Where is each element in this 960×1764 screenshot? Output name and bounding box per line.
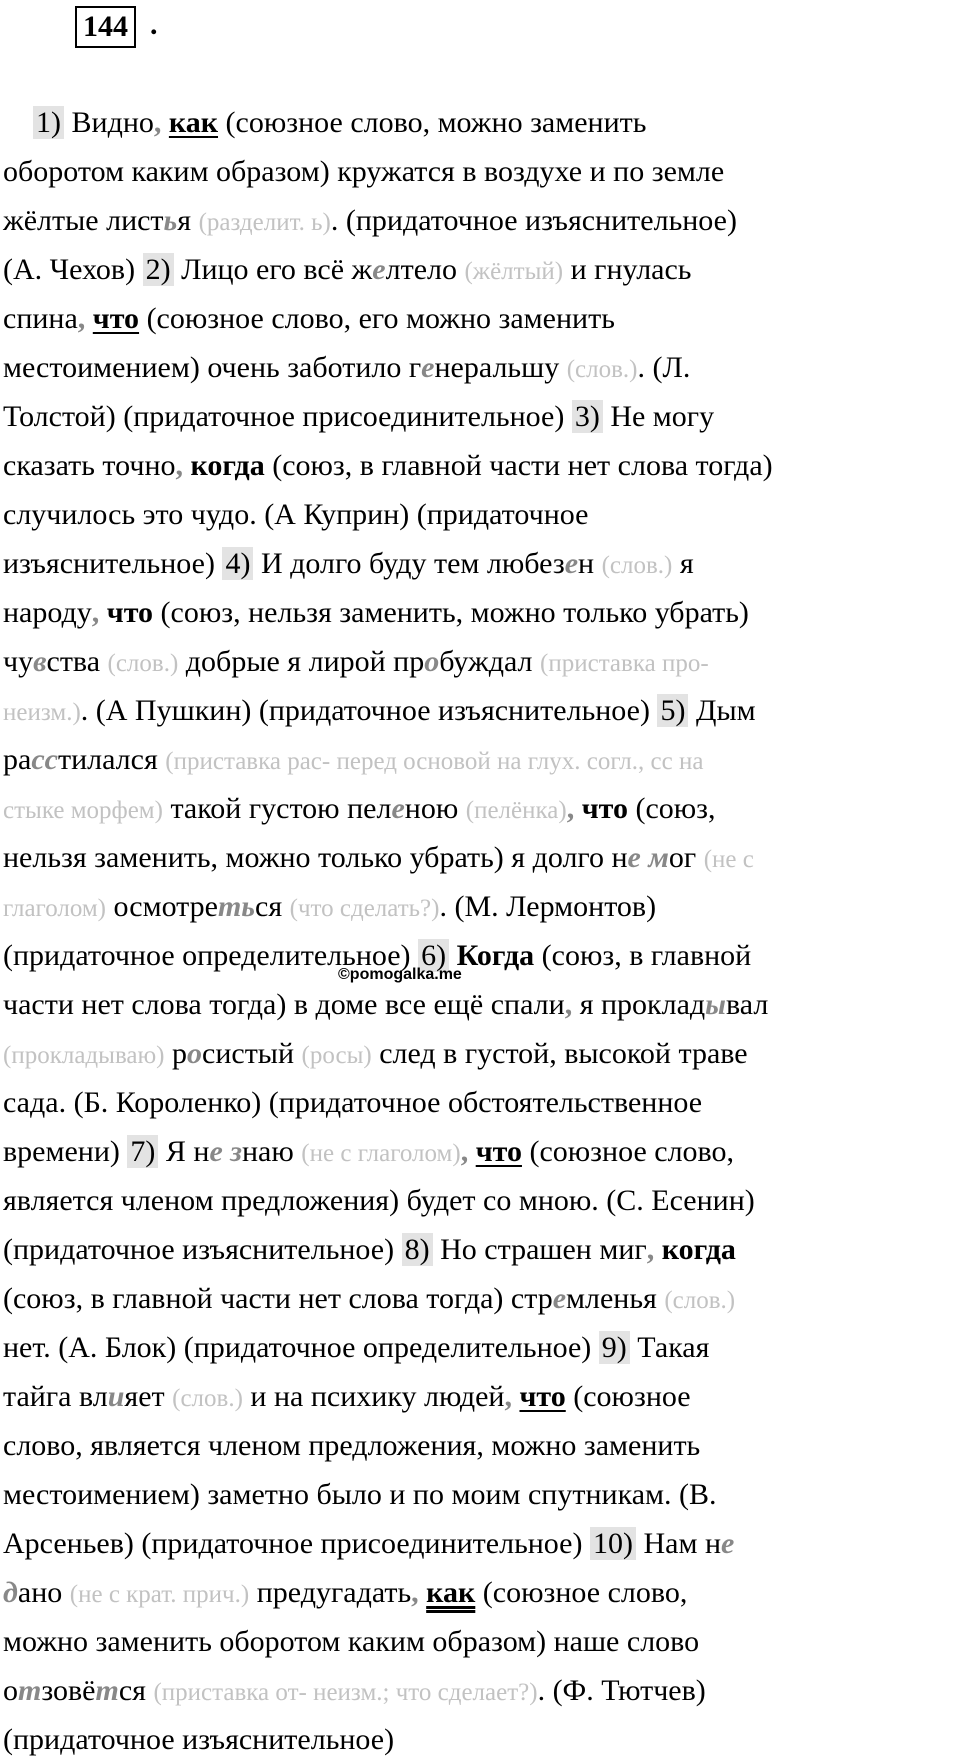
text-line: чувства (слов.) добрые я лирой пробуждал (приставка про- — [3, 645, 709, 678]
bold-underlined-word: что — [519, 1380, 566, 1413]
text-line: (А. Чехов) 2) Лицо его всё желтело (жёлтый) и гнулась — [3, 253, 692, 286]
highlighted-letter: ть — [217, 890, 256, 923]
gray-note: (что сделать?) — [289, 895, 440, 922]
highlighted-punctuation: , — [504, 1380, 512, 1413]
highlighted-letter: е — [391, 792, 405, 825]
text-line: Толстой) (придаточное присоединительное) 3) Не могу — [3, 400, 715, 433]
text-line: стыке морфем) такой густою пеленою (пелёнка), что (союз, — [3, 792, 716, 825]
highlighted-punctuation: , — [566, 792, 575, 825]
highlighted-letter: д — [3, 1576, 18, 1609]
text-line: Арсеньев) (придаточное присоединительное) 10) Нам не — [3, 1527, 735, 1560]
gray-note: стыке морфем) — [3, 797, 163, 824]
text-line: случилось это чудо. (А Куприн) (придаточное — [3, 498, 589, 531]
gray-note: (жёлтый) — [464, 258, 564, 285]
highlighted-letter: е — [552, 1282, 567, 1315]
text-line: спина, что (союзное слово, его можно заменить — [3, 302, 615, 335]
gray-note: (слов.) — [172, 1385, 243, 1412]
item-number: 7) — [127, 1135, 158, 1168]
highlighted-letter: о — [424, 645, 440, 678]
text-line: дано (не с крат. прич.) предугадать, как (союзное слово, — [3, 1576, 688, 1609]
text-line: оборотом каким образом) кружатся в воздухе и по земле — [3, 155, 725, 188]
text-line: можно заменить оборотом каким образом) наше слово — [3, 1625, 700, 1658]
text-line: неизм.). (А Пушкин) (придаточное изъяснительное) 5) Дым — [3, 694, 756, 727]
task-number-box: 144 — [75, 6, 136, 48]
task-number-dot: . — [150, 8, 158, 41]
highlighted-letter: т — [18, 1674, 42, 1707]
text-line: изъяснительное) 4) И долго буду тем любезен (слов.) я — [3, 547, 694, 580]
gray-note: (слов.) — [107, 650, 179, 677]
text-line: (союз, в главной части нет слова тогда) стремленья (слов.) — [3, 1282, 736, 1315]
item-number: 2) — [143, 253, 174, 286]
item-number: 8) — [402, 1233, 433, 1266]
highlighted-letter: е — [721, 1527, 735, 1560]
highlighted-letter: ы — [705, 988, 726, 1021]
highlighted-letter: т — [95, 1674, 119, 1707]
highlighted-letter: е м — [627, 841, 669, 874]
text-line: времени) 7) Я не знаю (не с глаголом), что (союзное слово, — [3, 1135, 735, 1168]
highlighted-letter: о — [187, 1037, 203, 1070]
text-line: расстилался (приставка рас- перед основой на глух. согл., сс на — [3, 743, 704, 776]
gray-note: (слов.) — [664, 1287, 736, 1314]
text-line: является членом предложения) будет со мною. (С. Есенин) — [3, 1184, 755, 1217]
highlighted-letter: е — [421, 351, 435, 384]
bold-word: когда — [661, 1233, 736, 1266]
highlighted-punctuation: , — [460, 1135, 469, 1168]
gray-note: (приставка от- неизм.; что сделает?) — [153, 1679, 538, 1706]
text-line: 1) Видно, как (союзное слово, можно заменить — [3, 98, 958, 147]
bold-word: что — [581, 792, 628, 825]
item-number: 3) — [572, 400, 603, 433]
text-line: сада. (Б. Короленко) (придаточное обстоятельственное — [3, 1086, 703, 1119]
bold-underlined-word: что — [92, 302, 140, 335]
highlighted-punctuation: , — [153, 106, 162, 139]
bold-double-underlined-word: как — [426, 1576, 476, 1609]
highlighted-punctuation: , — [411, 1576, 419, 1609]
bold-word: когда — [190, 449, 265, 482]
highlighted-punctuation: , — [646, 1233, 655, 1266]
gray-note: (разделит. ь) — [198, 209, 331, 236]
text-line: нельзя заменить, можно только убрать) я долго не мог (не с — [3, 841, 754, 874]
highlighted-letter: е — [372, 253, 386, 286]
bold-underlined-word: что — [475, 1135, 522, 1168]
highlighted-punctuation: , — [175, 449, 184, 482]
highlighted-punctuation: , — [564, 988, 573, 1021]
highlighted-punctuation: , — [77, 302, 86, 335]
text-line: (придаточное определительное) 6) Когда (союз, в главной — [3, 939, 752, 972]
item-number: 1) — [33, 106, 64, 139]
text-line: тайга влияет (слов.) и на психику людей, что (союзное — [3, 1380, 691, 1413]
bold-underlined-word: как — [168, 106, 219, 139]
text-line: жёлтые листья (разделит. ь). (придаточное изъяснительное) — [3, 204, 737, 237]
item-number: 10) — [590, 1527, 636, 1560]
gray-note: (не с — [703, 846, 754, 873]
text-line: местоимением) очень заботило генеральшу (слов.). (Л. — [3, 351, 691, 384]
gray-note: (не с глаголом) — [301, 1140, 461, 1167]
highlighted-letter: и — [107, 1380, 125, 1413]
text-line: глаголом) осмотреться (что сделать?). (М. Лермонтов) — [3, 890, 657, 923]
item-number: 6) — [418, 939, 449, 972]
text-line: (прокладываю) росистый (росы) след в густой, высокой траве — [3, 1037, 748, 1070]
highlighted-letter: ь — [163, 204, 178, 237]
item-number: 4) — [222, 547, 253, 580]
highlighted-letter: е з — [209, 1135, 242, 1168]
item-number: 9) — [599, 1331, 630, 1364]
highlighted-letter: сс — [31, 743, 58, 776]
gray-note: (прокладываю) — [3, 1042, 165, 1069]
text-line: народу, что (союз, нельзя заменить, можно только убрать) — [3, 596, 749, 629]
bold-word: что — [106, 596, 154, 629]
text-line: слово, является членом предложения, можно заменить — [3, 1429, 701, 1462]
answer-text — [3, 98, 958, 1764]
text-line: (придаточное изъяснительное) — [3, 1723, 395, 1756]
highlighted-letter: е — [564, 547, 579, 580]
gray-note: (приставка про- — [540, 650, 709, 677]
gray-note: (приставка рас- перед основой на глух. согл., сс на — [165, 748, 704, 775]
text-line: сказать точно, когда (союз, в главной части нет слова тогда) — [3, 449, 773, 482]
text-line: (придаточное изъяснительное) 8) Но страшен миг, когда — [3, 1233, 736, 1266]
gray-note: глаголом) — [3, 895, 107, 922]
highlighted-letter: в — [33, 645, 47, 678]
text-line: местоимением) заметно было и по моим спутникам. (В. — [3, 1478, 717, 1511]
gray-note: (росы) — [301, 1042, 372, 1069]
text-line: нет. (А. Блок) (придаточное определительное) 9) Такая — [3, 1331, 710, 1364]
gray-note: (пелёнка) — [465, 797, 567, 824]
text-line: части нет слова тогда) в доме все ещё спали, я прокладывал — [3, 988, 769, 1021]
watermark: ©pomogalka.me — [338, 966, 462, 983]
gray-note: (слов.) — [601, 552, 673, 579]
bold-word: Когда — [456, 939, 535, 972]
text-line: отзовётся (приставка от- неизм.; что сделает?). (Ф. Тютчев) — [3, 1674, 706, 1707]
gray-note: неизм.) — [3, 699, 81, 726]
item-number: 5) — [657, 694, 688, 727]
gray-note: (не с крат. прич.) — [69, 1581, 250, 1608]
gray-note: (слов.) — [566, 356, 638, 383]
highlighted-punctuation: , — [91, 596, 100, 629]
